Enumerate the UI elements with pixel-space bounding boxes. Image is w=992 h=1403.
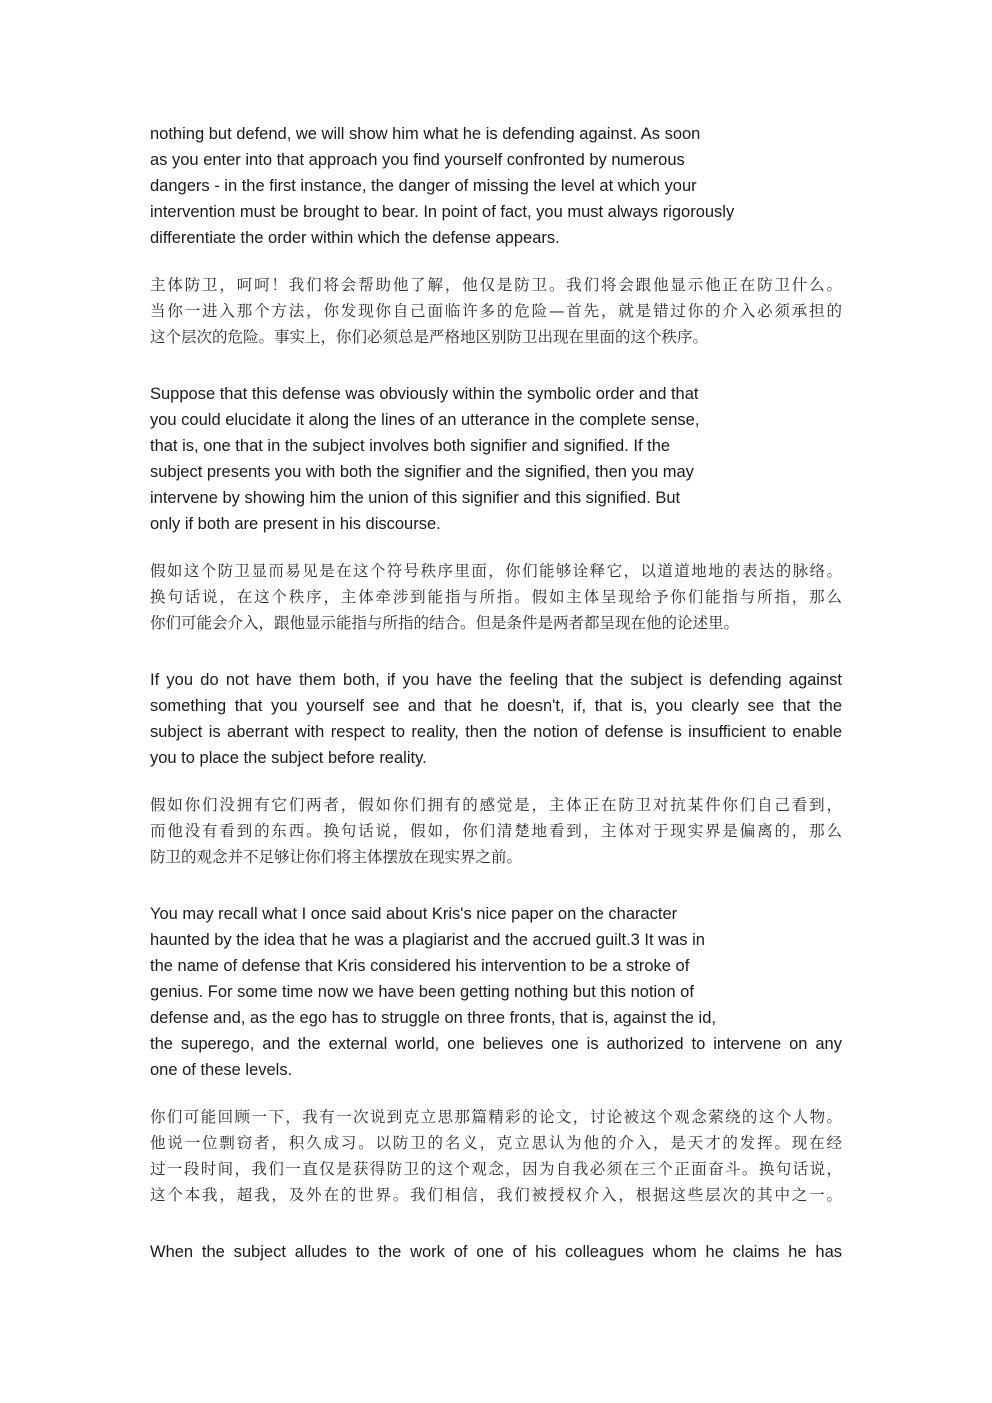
- text-line: intervention must be brought to bear. In point of fact, you must always rigorously: [150, 203, 735, 221]
- text-line: differentiate the order within which the defense appears.: [150, 229, 560, 247]
- text-line: 这个层次的危险。事实上，你们必须总是严格地区别防卫出现在里面的这个秩序。: [150, 328, 709, 346]
- paragraph-zh-1: [150, 272, 842, 350]
- text-line: something that you yourself see and that he doesn't, if, that is, you clearly see that the: [150, 697, 842, 715]
- text-line: defense and, as the ego has to struggle on three fronts, that is, against the id,: [150, 1009, 716, 1027]
- text-line: one of these levels.: [150, 1061, 293, 1079]
- text-line: haunted by the idea that he was a plagiarist and the accrued guilt.3 It was in: [150, 931, 705, 949]
- paragraph-en-1: [150, 121, 734, 251]
- text-line: as you enter into that approach you find yourself confronted by numerous: [150, 151, 685, 169]
- text-line: only if both are present in his discourse.: [150, 515, 441, 533]
- text-line: 你们可能回顾一下，我有一次说到克立思那篇精彩的论文，讨论被这个观念萦绕的这个人物。: [150, 1108, 842, 1126]
- text-line: 假如你们没拥有它们两者，假如你们拥有的感觉是，主体正在防卫对抗某件你们自己看到，: [150, 796, 842, 814]
- text-line: dangers - in the first instance, the danger of missing the level at which your: [150, 177, 697, 195]
- paragraph-zh-3: [150, 792, 842, 870]
- text-line: If you do not have them both, if you have the feeling that the subject is defending against: [150, 671, 842, 689]
- paragraph-en-5: [150, 1239, 842, 1265]
- text-line: When the subject alludes to the work of one of his colleagues whom he claims he has: [150, 1243, 842, 1261]
- text-line: 你们可能会介入，跟他显示能指与所指的结合。但是条件是两者都呈现在他的论述里。: [150, 614, 740, 632]
- text-line: you could elucidate it along the lines of an utterance in the complete sense,: [150, 411, 700, 429]
- paragraph-zh-4: [150, 1104, 842, 1208]
- text-line: the name of defense that Kris considered his intervention to be a stroke of: [150, 957, 690, 975]
- text-line: genius. For some time now we have been getting nothing but this notion of: [150, 983, 694, 1001]
- text-line: 主体防卫，呵呵！我们将会帮助他了解，他仅是防卫。我们将会跟他显示他正在防卫什么。: [150, 276, 842, 294]
- text-line: You may recall what I once said about Kris's nice paper on the character: [150, 905, 678, 923]
- text-line: 这个本我，超我，及外在的世界。我们相信，我们被授权介入，根据这些层次的其中之一。: [150, 1186, 842, 1204]
- paragraph-en-4: [150, 901, 842, 1083]
- text-line: subject is aberrant with respect to reality, then the notion of defense is insufficient to enable: [150, 723, 842, 741]
- paragraph-zh-2: [150, 558, 842, 636]
- text-line: intervene by showing him the union of this signifier and this signified. But: [150, 489, 681, 507]
- text-line: 当你一进入那个方法，你发现你自己面临许多的危险—首先，就是错过你的介入必须承担的: [150, 302, 842, 320]
- text-line: Suppose that this defense was obviously within the symbolic order and that: [150, 385, 699, 403]
- text-line: that is, one that in the subject involves both signifier and signified. If the: [150, 437, 671, 455]
- text-line: 防卫的观念并不足够让你们将主体摆放在现实界之前。: [150, 848, 523, 866]
- text-line: you to place the subject before reality.: [150, 749, 427, 767]
- text-line: nothing but defend, we will show him what he is defending against. As soon: [150, 125, 701, 143]
- text-line: 他说一位剽窃者，积久成习。以防卫的名义，克立思认为他的介入，是天才的发挥。现在经: [150, 1134, 842, 1152]
- text-line: the superego, and the external world, one believes one is authorized to intervene on any: [150, 1035, 842, 1053]
- paragraph-en-2: [150, 381, 699, 537]
- text-line: 过一段时间，我们一直仅是获得防卫的这个观念，因为自我必须在三个正面奋斗。换句话说，: [150, 1160, 842, 1178]
- paragraph-en-3: [150, 667, 842, 771]
- text-line: 而他没有看到的东西。换句话说，假如，你们清楚地看到，主体对于现实界是偏离的，那么: [150, 822, 842, 840]
- text-line: 假如这个防卫显而易见是在这个符号秩序里面，你们能够诠释它，以道道地地的表达的脉络。: [150, 562, 842, 580]
- text-line: subject presents you with both the signifier and the signified, then you may: [150, 463, 694, 481]
- text-line: 换句话说，在这个秩序，主体牵涉到能指与所指。假如主体呈现给予你们能指与所指，那么: [150, 588, 842, 606]
